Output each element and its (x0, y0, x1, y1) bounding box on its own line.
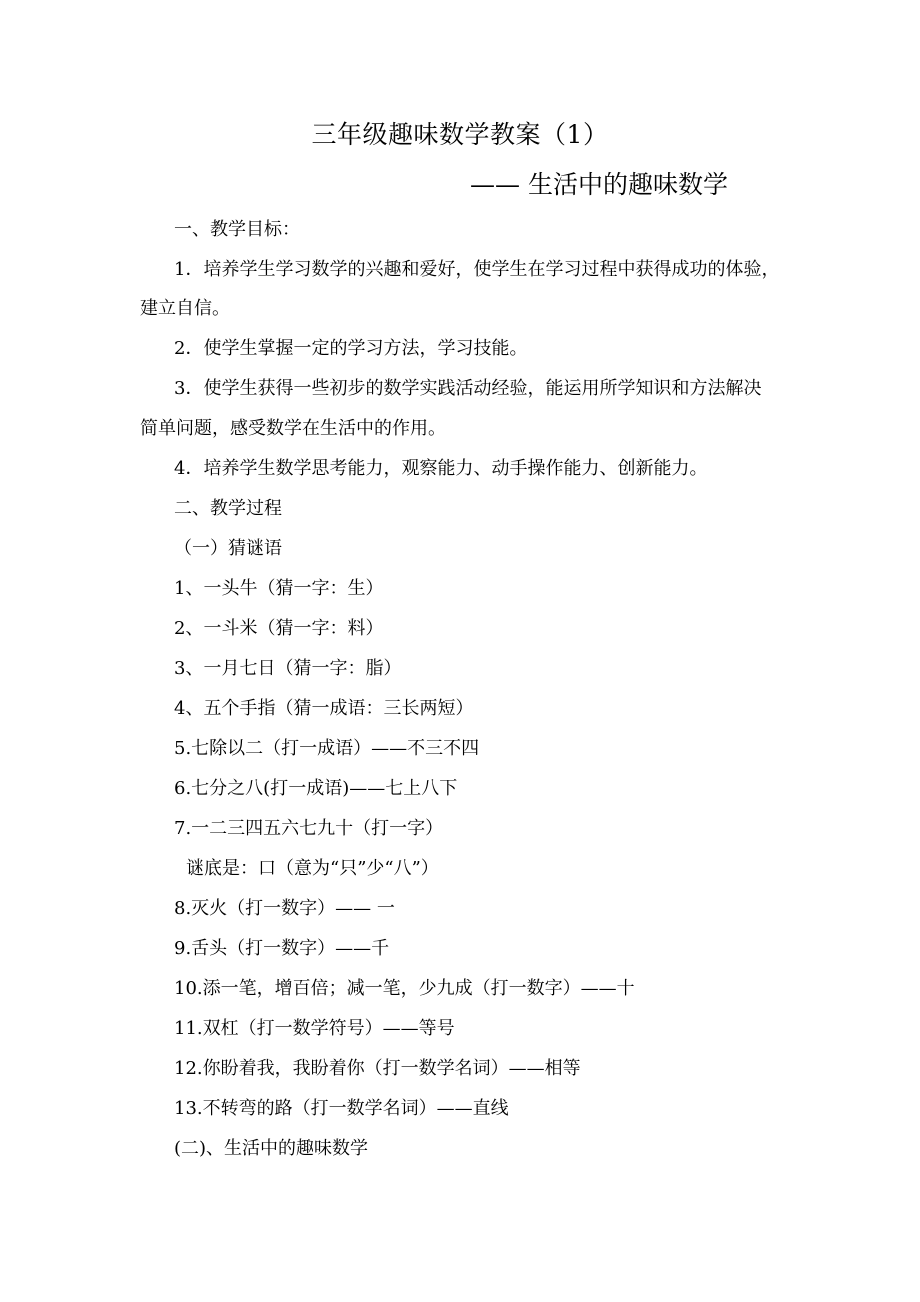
riddle-item: 13.不转弯的路（打一数学名词）——直线 (174, 1098, 509, 1119)
section-heading-objectives: 一、教学目标： (174, 219, 300, 240)
document-subtitle: —— 生活中的趣味数学 (470, 170, 728, 199)
section-heading-process: 二、教学过程 (174, 498, 282, 519)
riddle-item: 1、一头牛（猜一字：生） (174, 578, 384, 599)
riddle-item: 6.七分之八(打一成语)——七上八下 (174, 778, 458, 799)
riddle-item: 9.舌头（打一数字）——千 (174, 938, 390, 959)
riddle-answer: 谜底是：口（意为“只”少“八”） (186, 858, 439, 879)
objective-1-line-1: 1．培养学生学习数学的兴趣和爱好，使学生在学习过程中获得成功的体验， (174, 259, 780, 280)
objective-2: 2．使学生掌握一定的学习方法，学习技能。 (174, 338, 528, 359)
riddle-item: 3、一月七日（猜一字：脂） (174, 658, 402, 679)
riddle-item: 2、一斗米（猜一字：料） (174, 618, 384, 639)
riddle-item: 7.一二三四五六七九十（打一字） (174, 818, 444, 839)
riddle-item: 5.七除以二（打一成语）——不三不四 (174, 738, 480, 759)
riddle-item: 12.你盼着我，我盼着你（打一数学名词）——相等 (174, 1058, 581, 1079)
objective-3-line-1: 3．使学生获得一些初步的数学实践活动经验，能运用所学知识和方法解决 (174, 378, 762, 399)
riddle-item: 11.双杠（打一数学符号）——等号 (174, 1018, 455, 1039)
objective-4: 4．培养学生数学思考能力，观察能力、动手操作能力、创新能力。 (174, 458, 708, 479)
subsection-heading-riddles: （一）猜谜语 (174, 538, 282, 559)
riddle-item: 10.添一笔，增百倍；减一笔，少九成（打一数字）——十 (174, 978, 635, 999)
document-title: 三年级趣味数学教案（1） (311, 120, 609, 149)
objective-3-line-2: 简单问题，感受数学在生活中的作用。 (140, 418, 446, 439)
riddle-item: 4、五个手指（猜一成语：三长两短） (174, 698, 474, 719)
objective-1-line-2: 建立自信。 (140, 298, 230, 319)
riddle-item: 8.灭火（打一数字）—— 一 (174, 898, 395, 919)
subsection-heading-life-math: (二)、生活中的趣味数学 (174, 1138, 369, 1159)
